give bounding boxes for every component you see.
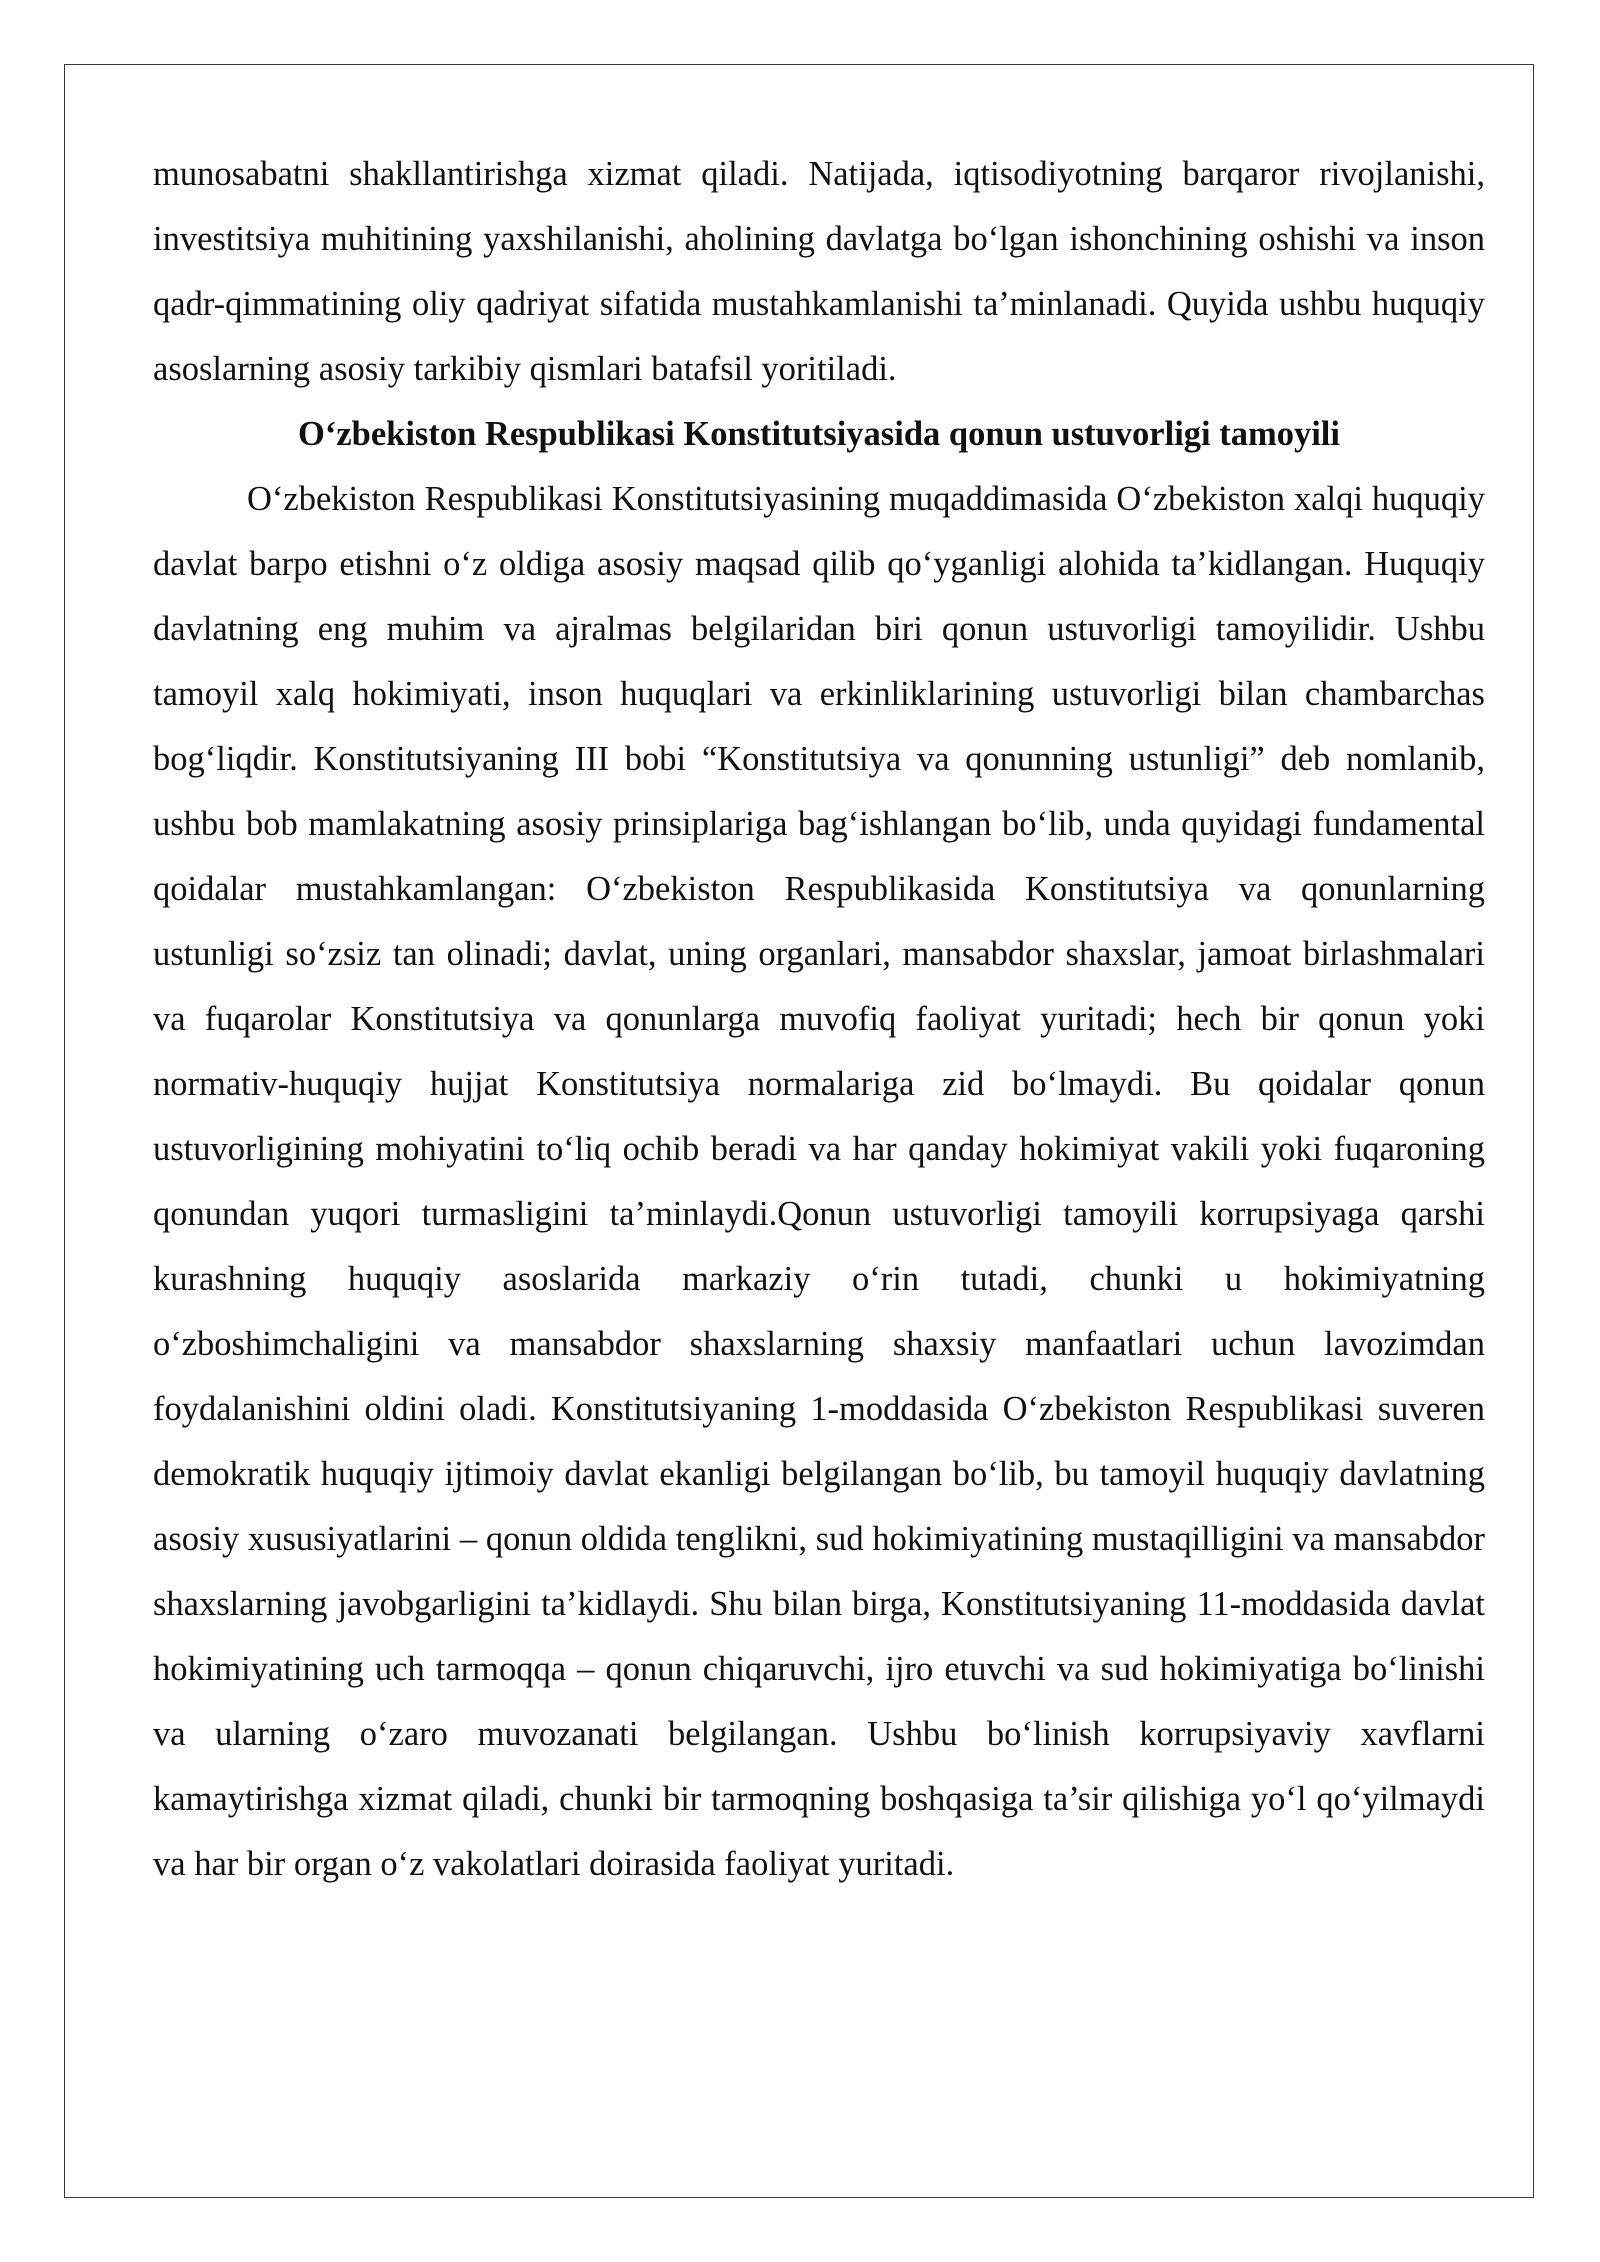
document-body — [153, 142, 1485, 1897]
section-heading: O‘zbekiston Respublikasi Konstitutsiyasida qonun ustuvorligi tamoyili — [298, 415, 1340, 453]
paragraph-main: O‘zbekiston Respublikasi Konstitutsiyasining muqaddimasida O‘zbekiston xalqi huquqiy davlat barpo etishni o‘z oldiga asosiy maqsad qilib qo‘yganligi alohida ta’kidlangan. Huquqiy davlatning eng muhim va ajralmas belgilaridan biri qonun ustuvorligi tamoyilidir. Ushbu tamoyil xalq hokimiyati, inson huquqlari va erkinliklarining ustuvorligi bilan chambarchas bog‘liqdir. Konstitutsiyaning III bobi “Konstitutsiya va qonunning ustunligi” deb nomlanib, ushbu bob mamlakatning asosiy prinsiplariga bag‘ishlangan bo‘lib, unda quyidagi fundamental qoidalar mustahkamlangan: O‘zbekiston Respublikasida Konstitutsiya va qonunlarning ustunligi so‘zsiz tan olinadi; davlat, uning organlari, mansabdor shaxslar, jamoat birlashmalari va fuqarolar Konstitutsiya va qonunlarga muvofiq faoliyat yuritadi; hech bir qonun yoki normativ-huquqiy hujjat Konstitutsiya normalariga zid bo‘lmaydi. Bu qoidalar qonun ustuvorligining mohiyatini to‘liq ochib beradi va har qanday hokimiyat vakili yoki fuqaroning qonundan yuqori turmasligini ta’minlaydi.Qonun ustuvorligi tamoyili korrupsiyaga qarshi kurashning huquqiy asoslarida markaziy o‘rin tutadi, chunki u hokimiyatning o‘zboshimchaligini va mansabdor shaxslarning shaxsiy manfaatlari uchun lavozimdan foydalanishini oldini oladi. Konstitutsiyaning 1-moddasida O‘zbekiston Respublikasi suveren demokratik huquqiy ijtimoiy davlat ekanligi belgilangan bo‘lib, bu tamoyil huquqiy davlatning asosiy xususiyatlarini – qonun oldida tenglikni, sud hokimiyatining mustaqilligini va mansabdor shaxslarning javobgarligini ta’kidlaydi. Shu bilan birga, Konstitutsiyaning 11-moddasida davlat hokimiyatining uch tarmoqqa – qonun chiqaruvchi, ijro etuvchi va sud hokimiyatiga bo‘linishi va ularning o‘zaro muvozanati belgilangan. Ushbu bo‘linish korrupsiyaviy xavflarni kamaytirishga xizmat qiladi, chunki bir tarmoqning boshqasiga ta’sir qilishiga yo‘l qo‘yilmaydi va har bir organ o‘z vakolatlari doirasida faoliyat yuritadi. — [153, 480, 1485, 1883]
paragraph-intro-continuation: munosabatni shakllantirishga xizmat qiladi. Natijada, iqtisodiyotning barqaror rivojlanishi, investitsiya muhitining yaxshilanishi, aholining davlatga bo‘lgan ishonchining oshishi va inson qadr-qimmatining oliy qadriyat sifatida mustahkamlanishi ta’minlanadi. Quyida ushbu huquqiy asoslarning asosiy tarkibiy qismlari batafsil yoritiladi. — [153, 155, 1485, 388]
